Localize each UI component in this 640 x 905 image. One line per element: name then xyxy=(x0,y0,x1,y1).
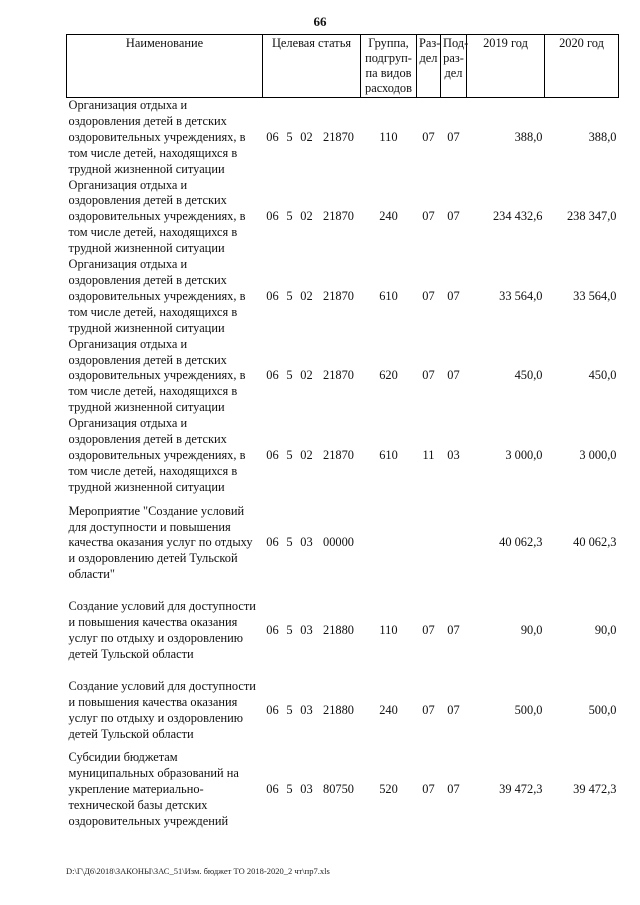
table-row xyxy=(67,504,619,584)
spacer-cell xyxy=(67,742,619,750)
row-amount-2020: 40 062,3 xyxy=(573,535,617,550)
row-amount-2020: 238 347,0 xyxy=(566,209,617,224)
header-group: Группа, подгруп-па видов расходов xyxy=(361,35,417,98)
row-name: Организация отдыха и оздоровления детей в детских оздоровительных учреждениях, в том числе детей, находящихся в трудной жизненной ситуации xyxy=(68,177,246,256)
row-subsection: 07 xyxy=(447,288,460,303)
row-code-subprogram: 5 xyxy=(286,209,293,224)
row-group: 610 xyxy=(379,288,398,303)
table-row xyxy=(67,679,619,743)
row-amount-2019: 39 472,3 xyxy=(499,782,543,797)
row-code-subprogram: 5 xyxy=(286,368,293,383)
spacer-cell xyxy=(67,663,619,671)
row-section: 07 xyxy=(422,288,435,303)
row-spacer xyxy=(67,583,619,591)
row-code-direction: 80750 xyxy=(323,782,354,797)
row-name: Создание условий для доступности и повышения качества оказания услуг по отдыху и оздоровлению детей Тульской области xyxy=(68,599,256,661)
row-section: 07 xyxy=(422,702,435,717)
row-section: 07 xyxy=(422,129,435,144)
header-target: Целевая статья xyxy=(263,35,361,98)
table-row xyxy=(67,416,619,496)
row-amount-2019: 500,0 xyxy=(514,702,543,717)
row-code-program: 06 xyxy=(266,368,279,383)
table-row xyxy=(67,257,619,337)
row-code-subprogram: 5 xyxy=(286,288,293,303)
row-group: 520 xyxy=(379,782,398,797)
row-spacer xyxy=(67,591,619,599)
row-amount-2019: 450,0 xyxy=(514,368,543,383)
row-code-event: 03 xyxy=(300,535,313,550)
row-group: 110 xyxy=(379,129,398,144)
row-amount-2019: 234 432,6 xyxy=(492,209,543,224)
row-code-program: 06 xyxy=(266,447,279,462)
row-group xyxy=(361,504,417,584)
row-name: Организация отдыха и оздоровления детей в детских оздоровительных учреждениях, в том числе детей, находящихся в трудной жизненной ситуации xyxy=(68,98,246,176)
page-number: 66 xyxy=(313,14,327,29)
table-row xyxy=(67,337,619,417)
row-code-subprogram: 5 xyxy=(286,623,293,638)
budget-table xyxy=(66,34,619,830)
row-code-direction: 21870 xyxy=(323,288,354,303)
row-amount-2019: 90,0 xyxy=(520,623,543,638)
row-amount-2020: 388,0 xyxy=(588,129,617,144)
row-subsection: 07 xyxy=(447,129,460,144)
row-code-program: 06 xyxy=(266,288,279,303)
row-code-program: 06 xyxy=(266,623,279,638)
row-code-event: 02 xyxy=(300,129,313,144)
row-amount-2020: 500,0 xyxy=(588,702,617,717)
header-subsection: Под-раз-дел xyxy=(441,35,467,98)
row-code-subprogram: 5 xyxy=(286,447,293,462)
table-header xyxy=(67,35,619,98)
row-name: Субсидии бюджетам муниципальных образований на укрепление материально-технической базы детских оздоровительных учреждений xyxy=(68,750,239,829)
row-code-event: 02 xyxy=(300,368,313,383)
row-amount-2019: 388,0 xyxy=(514,129,543,144)
row-section: 11 xyxy=(422,447,435,462)
spacer-cell xyxy=(67,671,619,679)
row-amount-2020: 3 000,0 xyxy=(579,447,617,462)
row-subsection: 07 xyxy=(447,782,460,797)
row-code-event: 02 xyxy=(300,288,313,303)
file-path-footer: D:\Г\Д6\2018\ЗАКОНЫ\ЗАС_51\Изм. бюджет ТО 2018-2020_2 чт\пр7.xls xyxy=(66,866,330,876)
row-code-direction: 21880 xyxy=(323,623,354,638)
row-group: 240 xyxy=(379,702,398,717)
row-code-subprogram: 5 xyxy=(286,129,293,144)
row-code-subprogram: 5 xyxy=(286,702,293,717)
row-group: 620 xyxy=(379,368,398,383)
row-subsection: 07 xyxy=(447,209,460,224)
row-spacer xyxy=(67,496,619,504)
row-section xyxy=(417,504,441,584)
row-name: Создание условий для доступности и повышения качества оказания услуг по отдыху и оздоровлению детей Тульской области xyxy=(68,678,256,741)
row-group: 610 xyxy=(379,447,398,462)
row-code-program: 06 xyxy=(266,129,279,144)
row-code-program: 06 xyxy=(266,535,279,550)
table-row xyxy=(67,98,619,178)
row-code-direction: 21870 xyxy=(323,368,354,383)
table-row xyxy=(67,599,619,663)
row-code-event: 02 xyxy=(300,447,313,462)
row-spacer xyxy=(67,671,619,679)
row-code-event: 02 xyxy=(300,209,313,224)
row-group: 110 xyxy=(379,623,398,638)
header-name: Наименование xyxy=(67,35,263,98)
row-code-program: 06 xyxy=(266,702,279,717)
row-section: 07 xyxy=(422,782,435,797)
row-amount-2020: 90,0 xyxy=(594,623,617,638)
spacer-cell xyxy=(67,583,619,591)
row-amount-2020: 450,0 xyxy=(588,368,617,383)
header-2019: 2019 год xyxy=(467,35,545,98)
row-section: 07 xyxy=(422,209,435,224)
spacer-cell xyxy=(67,591,619,599)
row-name: Организация отдыха и оздоровления детей в детских оздоровительных учреждениях, в том числе детей, находящихся в трудной жизненной ситуации xyxy=(68,416,246,494)
row-spacer xyxy=(67,663,619,671)
row-amount-2020: 39 472,3 xyxy=(573,782,617,797)
row-amount-2019: 3 000,0 xyxy=(505,447,543,462)
row-subsection: 07 xyxy=(447,623,460,638)
header-section: Раз-дел xyxy=(417,35,441,98)
row-subsection: 07 xyxy=(447,702,460,717)
row-code-subprogram: 5 xyxy=(286,535,293,550)
row-name: Организация отдыха и оздоровления детей в детских оздоровительных учреждениях, в том числе детей, находящихся в трудной жизненной ситуации xyxy=(68,336,246,415)
row-code-subprogram: 5 xyxy=(286,782,293,797)
row-code-program: 06 xyxy=(266,209,279,224)
table-row xyxy=(67,178,619,258)
row-code-event: 03 xyxy=(300,623,313,638)
row-amount-2020: 33 564,0 xyxy=(573,288,617,303)
row-code-direction: 21880 xyxy=(323,702,354,717)
row-name: Организация отдыха и оздоровления детей в детских оздоровительных учреждениях, в том числе детей, находящихся в трудной жизненной ситуации xyxy=(68,257,246,335)
row-code-direction: 21870 xyxy=(323,209,354,224)
header-2020: 2020 год xyxy=(545,35,619,98)
row-spacer xyxy=(67,742,619,750)
row-code-program: 06 xyxy=(266,782,279,797)
spacer-cell xyxy=(67,496,619,504)
row-amount-2019: 40 062,3 xyxy=(499,535,543,550)
row-code-event: 03 xyxy=(300,702,313,717)
row-section: 07 xyxy=(422,623,435,638)
row-subsection: 07 xyxy=(447,368,460,383)
table-row xyxy=(67,750,619,830)
row-section: 07 xyxy=(422,368,435,383)
row-code-direction: 21870 xyxy=(323,129,354,144)
row-subsection xyxy=(441,504,467,584)
row-code-direction: 21870 xyxy=(323,447,354,462)
row-name: Мероприятие "Создание условий для доступности и повышения качества оказания услуг по отдыху и оздоровлению детей Тульской области" xyxy=(68,503,253,582)
row-amount-2019: 33 564,0 xyxy=(499,288,543,303)
row-code-event: 03 xyxy=(300,782,313,797)
row-code-direction: 00000 xyxy=(323,535,354,550)
row-group: 240 xyxy=(379,209,398,224)
row-subsection: 03 xyxy=(447,447,460,462)
